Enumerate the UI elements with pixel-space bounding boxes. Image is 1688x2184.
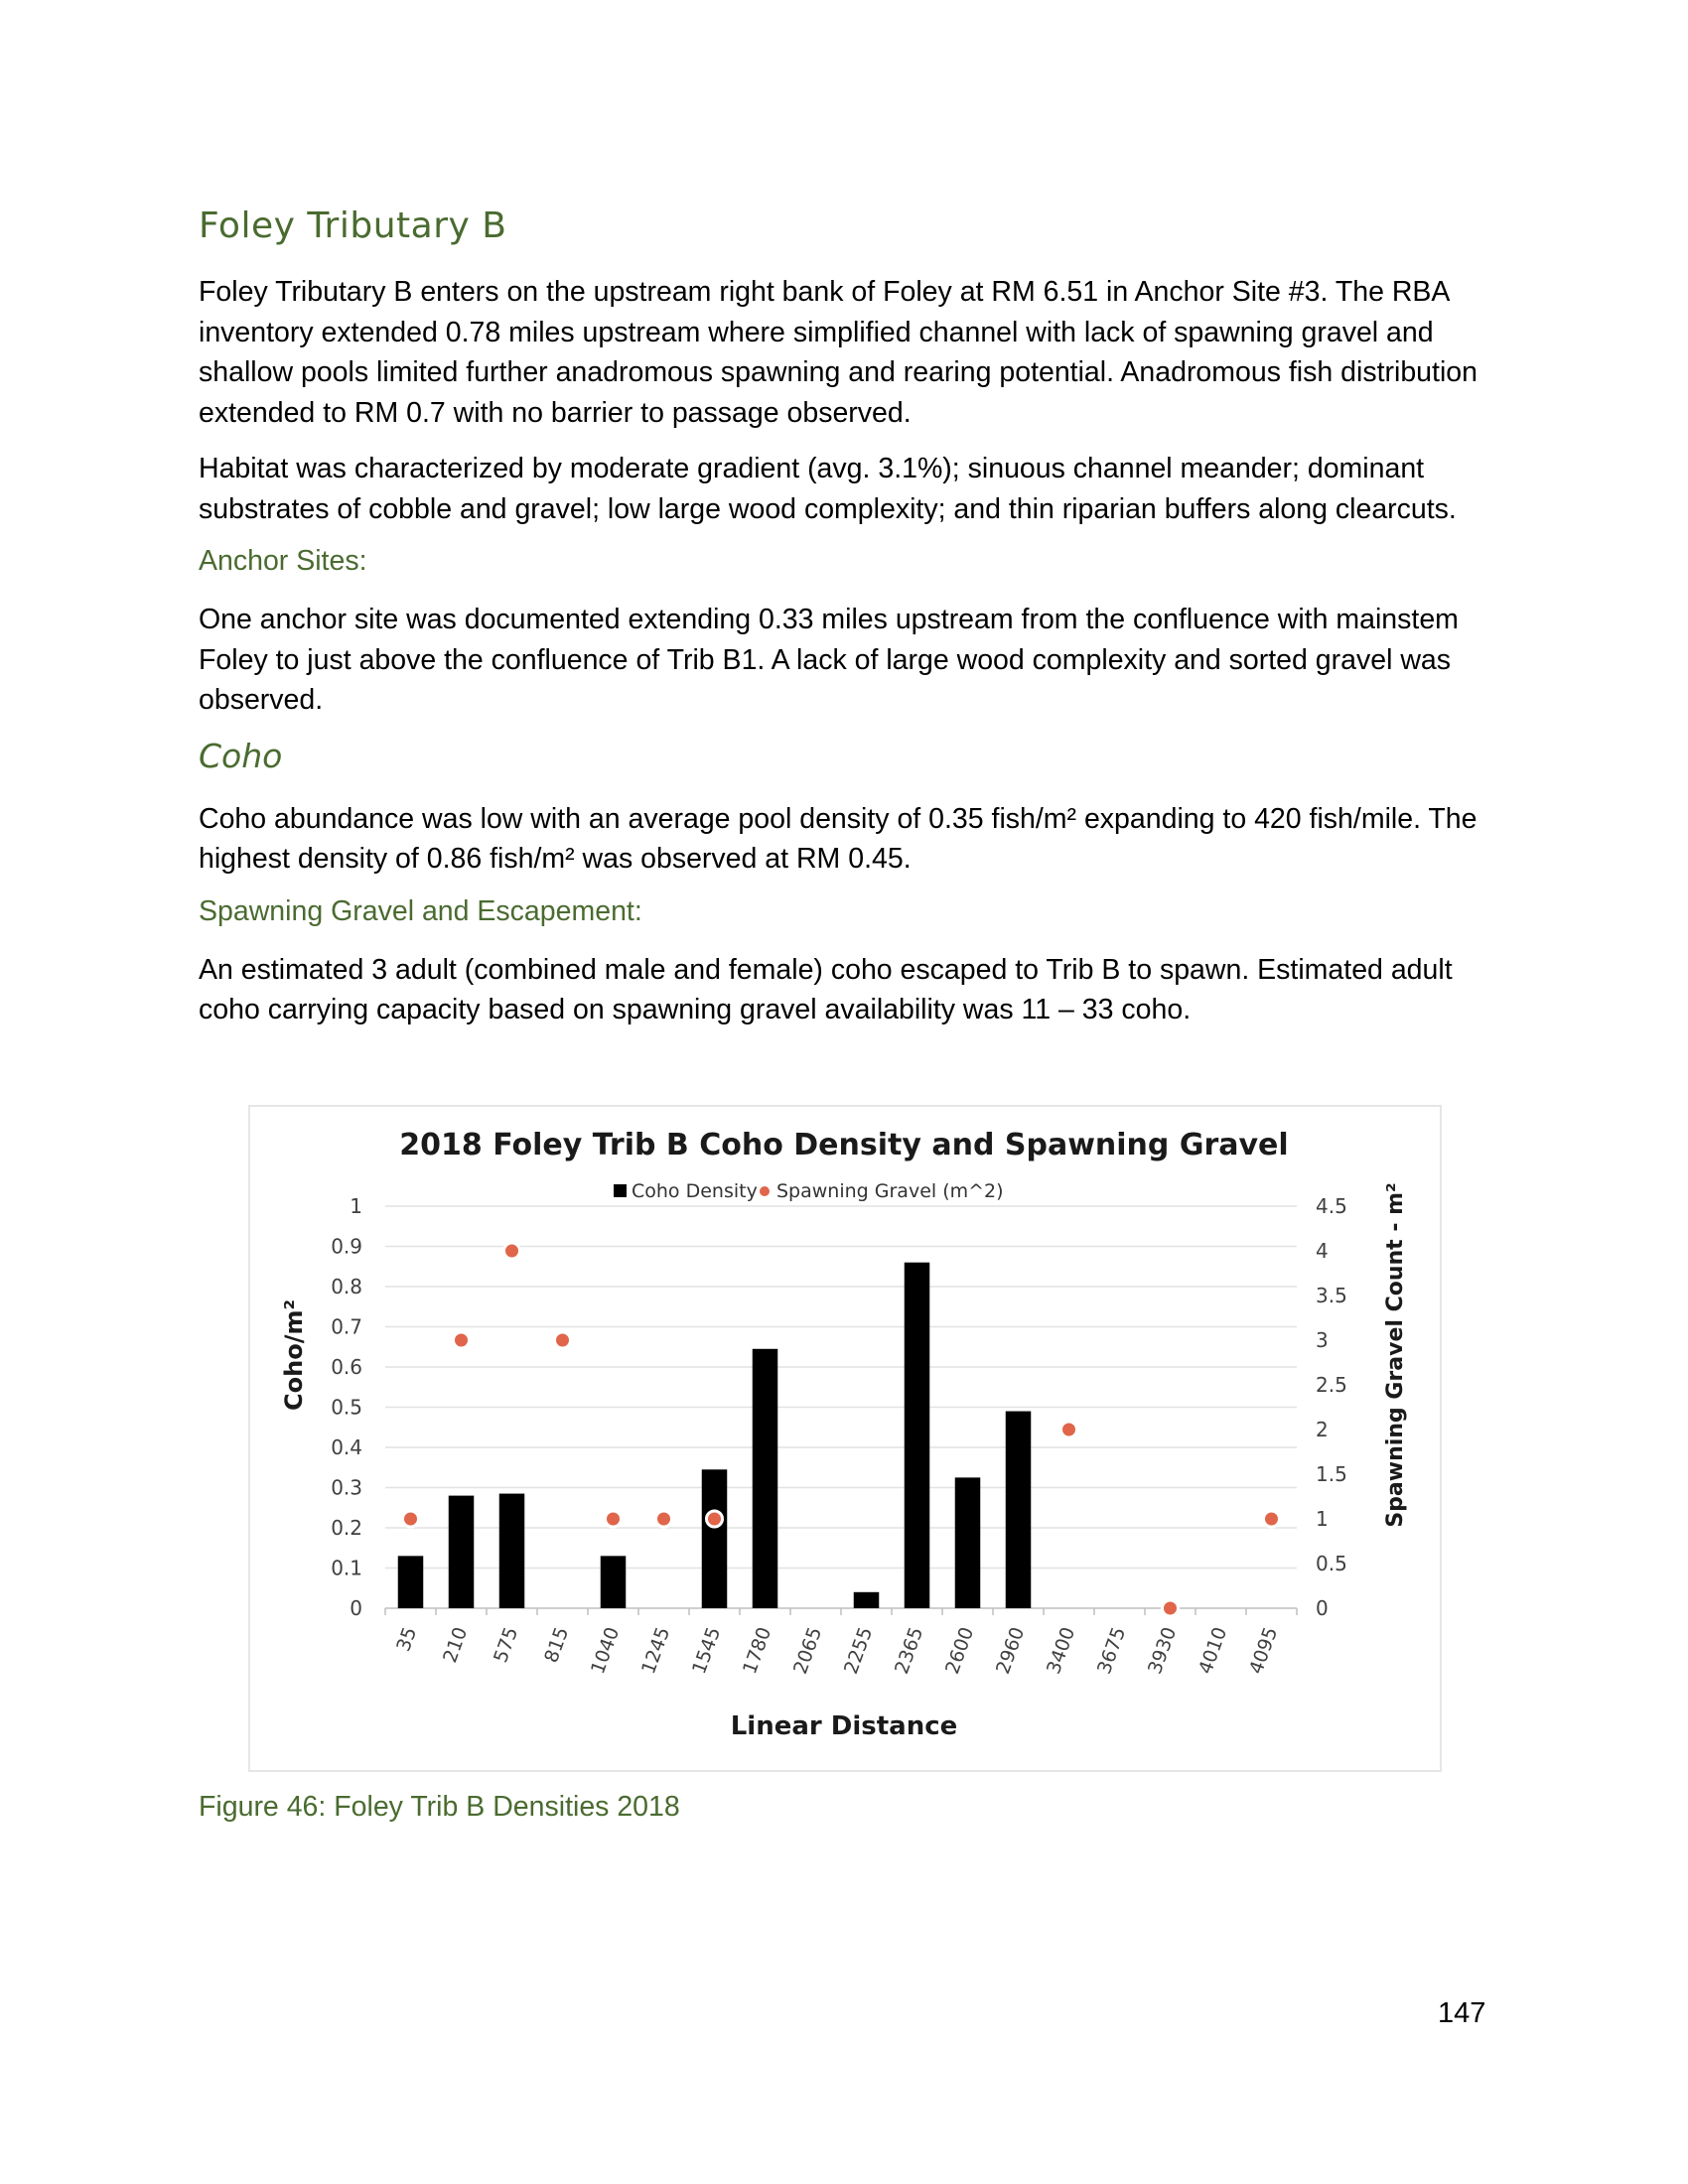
x-tick-label: 1245 <box>636 1624 675 1678</box>
bar <box>905 1263 930 1608</box>
y-tick-label: 0.5 <box>331 1395 362 1420</box>
scatter-point <box>504 1243 520 1259</box>
legend-swatch-coho-density <box>614 1184 627 1197</box>
figure-caption: Figure 46: Foley Trib B Densities 2018 <box>199 1791 680 1823</box>
scatter-point <box>606 1511 622 1527</box>
bar <box>601 1556 627 1608</box>
y-tick-label: 0 <box>350 1596 362 1620</box>
y-axis-left-label: Coho/m² <box>280 1299 308 1411</box>
x-tick-label: 210 <box>439 1624 473 1666</box>
y2-tick-label: 3.5 <box>1316 1284 1347 1307</box>
subheading-anchor-sites: Anchor Sites: <box>199 545 367 577</box>
y-tick-label: 0.4 <box>331 1435 362 1459</box>
y2-tick-label: 3 <box>1316 1328 1329 1352</box>
paragraph-spawning: An estimated 3 adult (combined male and female) coho escaped to Trib B to spawn. Estimated adult coho carrying capacity based on spawning gravel availability was 11 – 33 coho. <box>199 953 1453 1025</box>
bar <box>499 1494 525 1608</box>
scatter-point <box>656 1511 672 1527</box>
y-tick-label: 0.1 <box>331 1556 362 1580</box>
chart-figure <box>248 1105 1442 1772</box>
document-page <box>199 194 1519 1046</box>
y2-tick-label: 0 <box>1316 1596 1329 1620</box>
paragraph-coho: Coho abundance was low with an average pool density of 0.35 fish/m² expanding to 420 fish/mile. The highest density of 0.86 fish/m² was observed at RM 0.45. <box>199 802 1477 875</box>
x-tick-label: 2255 <box>839 1624 878 1678</box>
bar <box>702 1469 728 1608</box>
scatter-point <box>555 1332 571 1348</box>
legend-label-spawning-gravel: Spawning Gravel (m^2) <box>776 1180 1004 1202</box>
bar <box>753 1349 778 1608</box>
y-axis-right-label: Spawning Gravel Count - m² <box>1383 1182 1408 1528</box>
y-tick-label: 0.9 <box>331 1234 362 1259</box>
paragraph-habitat: Habitat was characterized by moderate gradient (avg. 3.1%); sinuous channel meander; dominant substrates of cobble and gravel; low large wood complexity; and thin riparian buffers along clearcuts. <box>199 453 1457 525</box>
y-tick-label: 1 <box>350 1194 362 1218</box>
y2-tick-label: 2.5 <box>1316 1373 1347 1397</box>
scatter-series <box>403 1243 1280 1616</box>
y2-tick-label: 4.5 <box>1316 1194 1347 1218</box>
scatter-point <box>454 1332 470 1348</box>
y2-tick-label: 1.5 <box>1316 1462 1347 1486</box>
paragraph-anchor-sites: One anchor site was documented extending 0.33 miles upstream from the confluence with mainstem Foley to just above the confluence of Trib B1. A lack of large wood complexity and sorted gravel was observed. <box>199 604 1459 716</box>
subheading-coho: Coho <box>199 736 283 775</box>
x-tick-label: 1545 <box>687 1624 726 1678</box>
x-tick-label: 3400 <box>1042 1624 1080 1678</box>
legend-label-coho-density: Coho Density <box>632 1180 758 1202</box>
y2-tick-label: 4 <box>1316 1239 1329 1263</box>
y-tick-label: 0.6 <box>331 1355 362 1379</box>
y-tick-label: 0.7 <box>331 1314 362 1339</box>
y2-tick-label: 1 <box>1316 1507 1329 1531</box>
y-tick-label: 0.2 <box>331 1516 362 1540</box>
x-tick-label: 4010 <box>1194 1624 1232 1678</box>
scatter-point <box>707 1511 723 1527</box>
x-tick-label: 575 <box>490 1624 523 1666</box>
bar <box>449 1496 475 1608</box>
y2-tick-label: 2 <box>1316 1418 1329 1441</box>
x-tick-label: 2600 <box>940 1624 979 1678</box>
bar <box>1006 1412 1032 1608</box>
x-tick-label: 3675 <box>1092 1624 1131 1678</box>
page-number: 147 <box>1438 1997 1486 2029</box>
x-tick-label: 2960 <box>991 1624 1030 1678</box>
scatter-point <box>403 1511 419 1527</box>
x-tick-label: 3930 <box>1143 1624 1182 1678</box>
chart-legend <box>614 1180 1004 1202</box>
scatter-point <box>1163 1600 1179 1616</box>
bar <box>854 1592 880 1608</box>
x-tick-label: 2065 <box>788 1624 827 1678</box>
y-tick-label: 0.8 <box>331 1275 362 1298</box>
section-heading: Foley Tributary B <box>199 205 507 246</box>
y-axis-right-ticks <box>1316 1194 1347 1620</box>
scatter-point <box>1264 1511 1280 1527</box>
bar <box>398 1556 424 1608</box>
x-tick-label: 1040 <box>586 1624 625 1678</box>
x-axis-ticks <box>392 1624 1282 1677</box>
chart-title: 2018 Foley Trib B Coho Density and Spawning Gravel <box>399 1128 1289 1162</box>
x-axis-label: Linear Distance <box>730 1711 958 1741</box>
scatter-point <box>1061 1422 1077 1437</box>
y-axis-left-ticks <box>331 1194 362 1620</box>
y2-tick-label: 0.5 <box>1316 1552 1347 1575</box>
paragraph-intro: Foley Tributary B enters on the upstream right bank of Foley at RM 6.51 in Anchor Site #3. The RBA inventory extended 0.78 miles upstream where simplified channel with lack of spawning gravel and shallow pools limited further anadromous spawning and rearing potential. Anadromous fish distribution extended to RM 0.7 with no barrier to passage observed. <box>199 276 1477 429</box>
x-tick-label: 4095 <box>1244 1624 1283 1678</box>
chart-svg <box>250 1107 1440 1770</box>
x-tick-label: 2365 <box>890 1624 928 1678</box>
subheading-spawning: Spawning Gravel and Escapement: <box>199 894 642 927</box>
y-tick-label: 0.3 <box>331 1475 362 1500</box>
x-tick-label: 35 <box>392 1624 422 1655</box>
legend-swatch-spawning-gravel <box>760 1186 770 1196</box>
x-tick-label: 1780 <box>738 1624 776 1678</box>
bar-series <box>398 1263 1032 1608</box>
x-tick-label: 815 <box>540 1624 574 1666</box>
bar <box>955 1477 981 1608</box>
